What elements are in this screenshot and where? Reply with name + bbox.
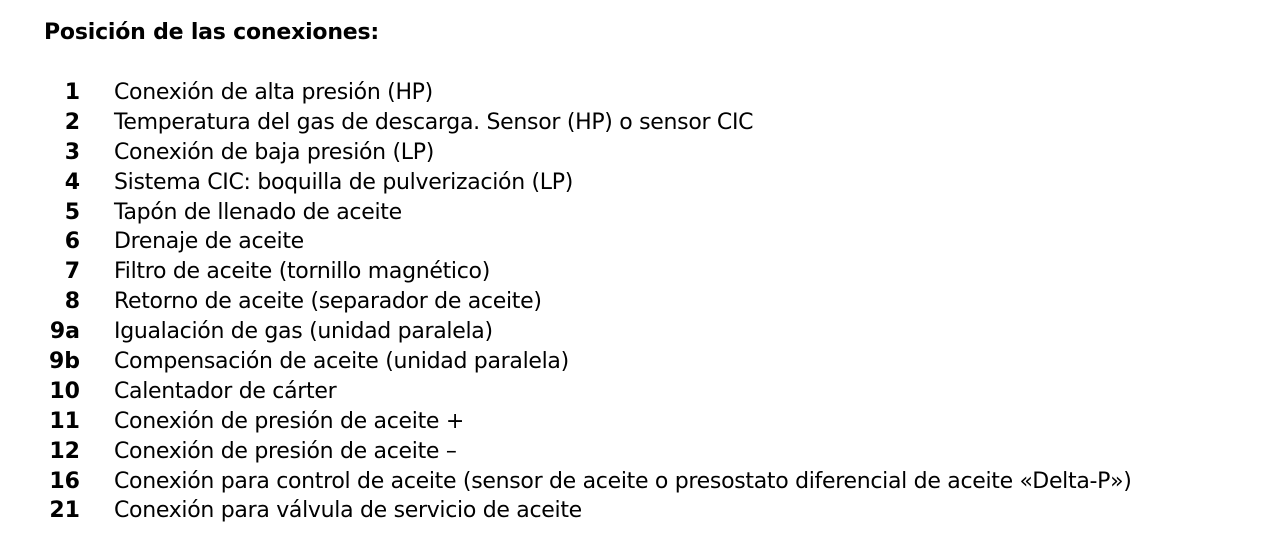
item-description: Drenaje de aceite [114,229,304,255]
item-number: 2 [64,109,80,135]
page-title: Posición de las conexiones: [44,20,380,45]
item-description: Filtro de aceite (tornillo magnético) [114,259,490,285]
item-number: 9b [48,349,80,375]
list-item [0,407,1270,437]
list-item [0,168,1270,198]
item-number: 6 [64,229,80,255]
list-item [0,227,1270,257]
item-number: 8 [64,289,80,315]
item-description: Conexión de alta presión (HP) [114,80,433,105]
list-item [0,108,1270,138]
list-item [0,496,1270,526]
item-number: 1 [64,80,80,105]
item-number: 11 [49,408,80,434]
list-item [0,287,1270,317]
item-number: 10 [49,378,80,404]
item-description: Conexión para válvula de servicio de aceite [114,498,582,524]
item-description: Compensación de aceite (unidad paralela) [114,349,569,375]
list-item [0,437,1270,467]
item-description: Temperatura del gas de descarga. Sensor (HP) o sensor CIC [114,109,754,135]
item-number: 12 [49,438,80,464]
list-item [0,198,1270,228]
list-item [0,138,1270,168]
item-description: Sistema CIC: boquilla de pulverización (LP) [114,169,574,195]
list-item [0,467,1270,497]
item-number: 16 [49,468,80,494]
item-number: 5 [64,199,80,225]
list-item [0,78,1270,108]
list-item [0,317,1270,347]
item-description: Conexión de presión de aceite + [114,408,464,434]
item-description: Retorno de aceite (separador de aceite) [114,289,542,315]
item-number: 21 [49,498,80,524]
item-description: Conexión de baja presión (LP) [114,139,434,165]
item-number: 7 [64,259,80,285]
list-item [0,347,1270,377]
item-description: Conexión de presión de aceite – [114,438,457,464]
connection-list [0,78,1270,526]
list-item [0,377,1270,407]
item-number: 4 [64,169,80,195]
item-description: Igualación de gas (unidad paralela) [114,319,493,345]
item-description: Tapón de llenado de aceite [114,199,402,225]
item-description: Calentador de cárter [114,378,337,404]
item-number: 3 [64,139,80,165]
item-number: 9a [49,319,80,345]
list-item [0,257,1270,287]
item-description: Conexión para control de aceite (sensor de aceite o presostato diferencial de aceite «Delta-P») [114,468,1132,494]
